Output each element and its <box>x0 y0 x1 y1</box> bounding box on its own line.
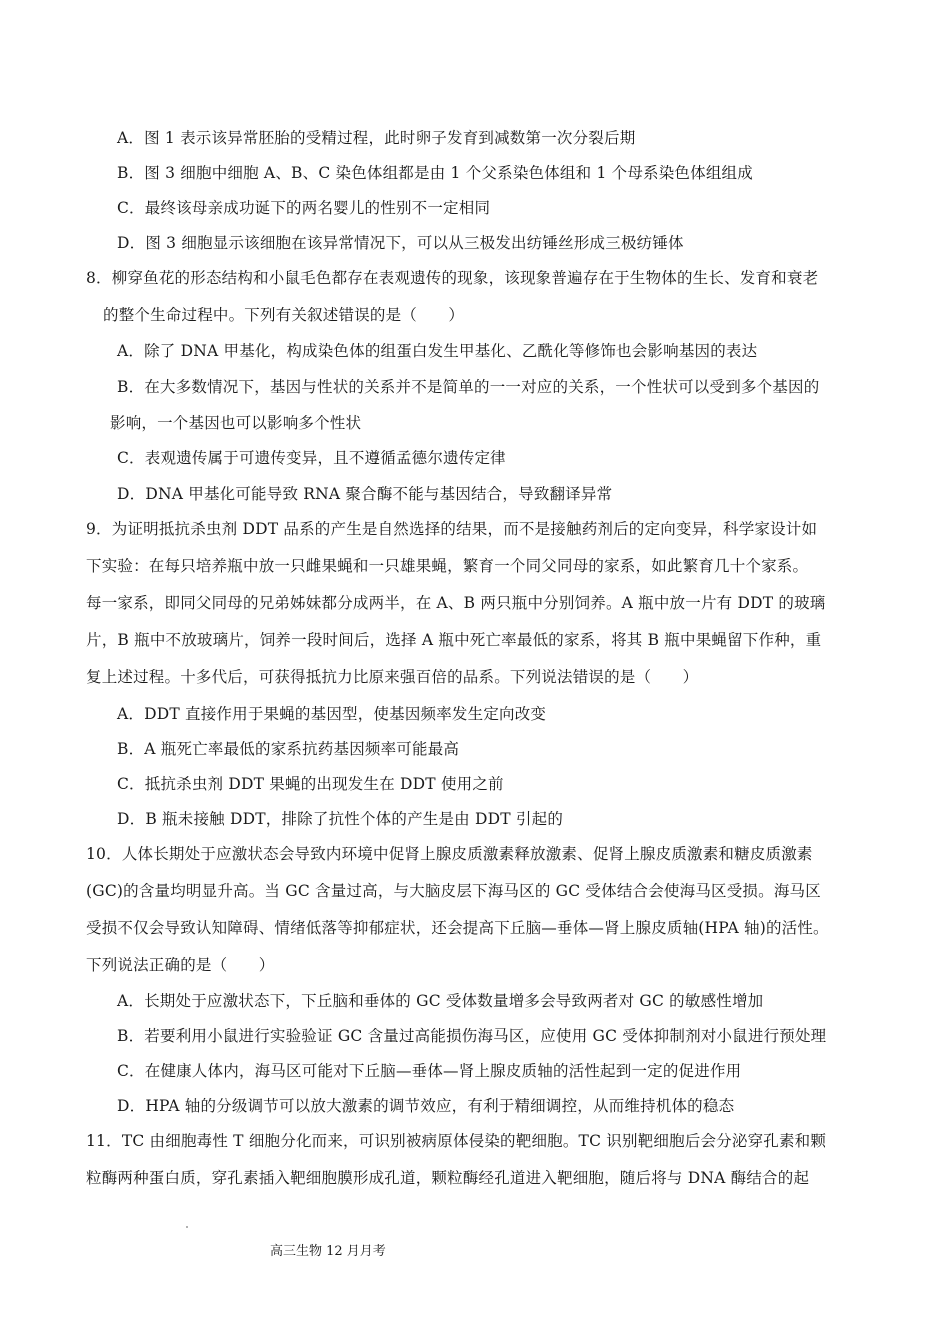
q8-option-c: C．表观遗传属于可遗传变异，且不遵循孟德尔遗传定律 <box>117 449 506 467</box>
q9-option-b: B．A 瓶死亡率最低的家系抗药基因频率可能最高 <box>117 740 460 758</box>
q9-stem-line-3: 每一家系，即同父同母的兄弟姊妹都分成两半，在 A、B 两只瓶中分别饲养。A 瓶中放一片有 DDT 的玻璃 <box>86 594 826 612</box>
q9-stem-line-2: 下实验：在每只培养瓶中放一只雌果蝇和一只雄果蝇，繁育一个同父同母的家系，如此繁育几十个家系。 <box>86 557 809 575</box>
q8-option-b-line-1: B．在大多数情况下，基因与性状的关系并不是简单的一一对应的关系，一个性状可以受到多个基因的 <box>117 378 820 396</box>
q7-option-d: D．图 3 细胞显示该细胞在该异常情况下，可以从三极发出纺锤丝形成三极纺锤体 <box>117 234 684 252</box>
q8-option-b-line-2: 影响，一个基因也可以影响多个性状 <box>110 414 362 432</box>
q9-option-a: A．DDT 直接作用于果蝇的基因型，使基因频率发生定向改变 <box>117 705 547 723</box>
q10-option-b: B．若要利用小鼠进行实验验证 GC 含量过高能损伤海马区，应使用 GC 受体抑制剂对小鼠进行预处理 <box>117 1027 827 1045</box>
q9-stem-line-5: 复上述过程。十多代后，可获得抵抗力比原来强百倍的品系。下列说法错误的是（ ） <box>86 668 699 686</box>
page-footer: 高三生物 12 月月考 <box>270 1244 386 1259</box>
q11-stem-line-2: 粒酶两种蛋白质，穿孔素插入靶细胞膜形成孔道，颗粒酶经孔道进入靶细胞，随后将与 DNA 酶结合的起 <box>86 1169 810 1187</box>
q10-option-a: A．长期处于应激状态下，下丘脑和垂体的 GC 受体数量增多会导致两者对 GC 的敏感性增加 <box>117 992 764 1010</box>
stray-dot <box>186 1226 188 1228</box>
q8-stem-line-2: 的整个生命过程中。下列有关叙述错误的是（ ） <box>103 306 465 324</box>
q9-option-d: D．B 瓶未接触 DDT，排除了抗性个体的产生是由 DDT 引起的 <box>117 810 564 828</box>
q7-option-a: A．图 1 表示该异常胚胎的受精过程，此时卵子发育到减数第一次分裂后期 <box>117 129 636 147</box>
q10-stem-line-2: (GC)的含量均明显升高。当 GC 含量过高，与大脑皮层下海马区的 GC 受体结合会使海马区受损。海马区 <box>86 882 821 900</box>
q9-stem-line-1: 9．为证明抵抗杀虫剂 DDT 品系的产生是自然选择的结果，而不是接触药剂后的定向变异，科学家设计如 <box>86 520 818 538</box>
q10-stem-line-3: 受损不仅会导致认知障碍、情绪低落等抑郁症状，还会提高下丘脑—垂体—肾上腺皮质轴(HPA 轴)的活性。 <box>86 919 829 937</box>
q8-option-d: D．DNA 甲基化可能导致 RNA 聚合酶不能与基因结合，导致翻译异常 <box>117 485 613 503</box>
q8-option-a: A．除了 DNA 甲基化，构成染色体的组蛋白发生甲基化、乙酰化等修饰也会影响基因的表达 <box>117 342 758 360</box>
q10-stem-line-4: 下列说法正确的是（ ） <box>86 956 275 974</box>
q10-stem-line-1: 10．人体长期处于应激状态会导致内环境中促肾上腺皮质激素释放激素、促肾上腺皮质激素和糖皮质激素 <box>86 845 813 863</box>
q11-stem-line-1: 11．TC 由细胞毒性 T 细胞分化而来，可识别被病原体侵染的靶细胞。TC 识别靶细胞后会分泌穿孔素和颗 <box>86 1132 827 1150</box>
q9-option-c: C．抵抗杀虫剂 DDT 果蝇的出现发生在 DDT 使用之前 <box>117 775 504 793</box>
q7-option-c: C．最终该母亲成功诞下的两名婴儿的性别不一定相同 <box>117 199 491 217</box>
q9-stem-line-4: 片，B 瓶中不放玻璃片，饲养一段时间后，选择 A 瓶中死亡率最低的家系，将其 B 瓶中果蝇留下作种，重 <box>86 631 822 649</box>
q7-option-b: B．图 3 细胞中细胞 A、B、C 染色体组都是由 1 个父系染色体组和 1 个母系染色体组组成 <box>117 164 753 182</box>
q10-option-c: C．在健康人体内，海马区可能对下丘脑—垂体—肾上腺皮质轴的活性起到一定的促进作用 <box>117 1062 742 1080</box>
q10-option-d: D．HPA 轴的分级调节可以放大激素的调节效应，有利于精细调控，从而维持机体的稳态 <box>117 1097 735 1115</box>
q8-stem-line-1: 8．柳穿鱼花的形态结构和小鼠毛色都存在表观遗传的现象，该现象普遍存在于生物体的生长、发育和衰老 <box>86 269 819 287</box>
